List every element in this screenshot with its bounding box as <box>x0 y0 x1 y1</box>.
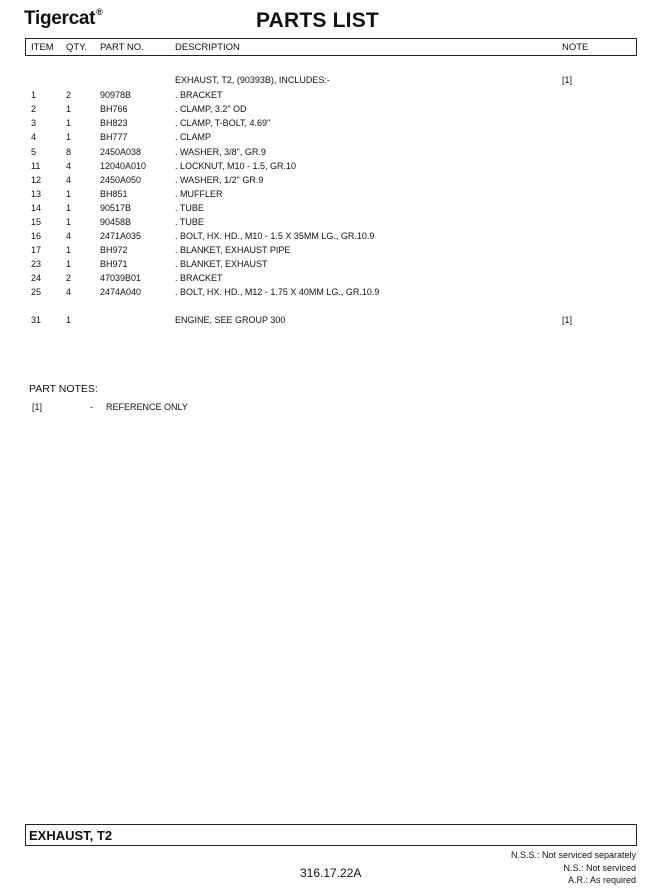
item-part-number: BH823 <box>100 118 128 128</box>
footer-title: EXHAUST, T2 <box>29 828 113 843</box>
item-qty: 1 <box>66 189 72 199</box>
item-description: . WASHER, 1/2" GR.9 <box>175 175 264 185</box>
item-description: . BRACKET <box>175 273 223 283</box>
item-qty: 4 <box>66 161 72 171</box>
item-description: . CLAMP <box>175 132 212 142</box>
item-part-number: BH972 <box>100 245 128 255</box>
item-number: 11 <box>31 161 41 171</box>
item-description: . BOLT, HX. HD., M10 - 1.5 X 35MM LG., GR.10.9 <box>175 231 375 241</box>
item-qty: 1 <box>66 203 72 213</box>
item-part-number: 2450A038 <box>100 147 142 157</box>
item-part-number: BH777 <box>100 132 128 142</box>
item-description: . MUFFLER <box>175 189 223 199</box>
item-description: . TUBE <box>175 217 204 227</box>
item-qty: 1 <box>66 118 72 128</box>
item-number: 15 <box>31 217 42 227</box>
item-description: . BLANKET, EXHAUST <box>175 259 268 269</box>
item-part-number: 2450A050 <box>100 175 142 185</box>
item-description: EXHAUST, T2, (90393B), INCLUDES:- <box>175 75 330 85</box>
item-number: 12 <box>31 175 42 185</box>
column-header-note: NOTE <box>562 42 589 53</box>
item-number: 2 <box>31 104 37 114</box>
item-number: 13 <box>31 189 42 199</box>
item-qty: 4 <box>66 231 72 241</box>
item-description: . BOLT, HX. HD., M12 - 1.75 X 40MM LG., GR.10.9 <box>175 287 380 297</box>
item-number: 31 <box>31 315 42 325</box>
item-number: 23 <box>31 259 42 269</box>
item-number: 3 <box>31 118 37 128</box>
column-header-qty: QTY. <box>66 42 87 53</box>
item-part-number: 90458B <box>100 217 132 227</box>
item-number: 4 <box>31 132 37 142</box>
part-note-dash: - <box>90 402 93 412</box>
registered-mark: ® <box>96 6 103 17</box>
item-description: . TUBE <box>175 203 204 213</box>
item-number: 16 <box>31 231 42 241</box>
item-number: 1 <box>31 90 37 100</box>
item-number: 5 <box>31 147 37 157</box>
item-qty: 1 <box>66 104 72 114</box>
abbreviation-legend <box>511 849 636 887</box>
item-description: . BLANKET, EXHAUST PIPE <box>175 245 291 255</box>
item-description: . CLAMP, T-BOLT, 4.69" <box>175 118 271 128</box>
part-notes-title: PART NOTES: <box>29 383 98 395</box>
item-qty: 1 <box>66 315 72 325</box>
item-qty: 1 <box>66 259 72 269</box>
item-description: ENGINE, SEE GROUP 300 <box>175 315 286 325</box>
column-header-part-no: PART NO. <box>100 42 144 53</box>
legend-line: N.S.: Not serviced <box>563 862 636 873</box>
item-part-number: BH766 <box>100 104 128 114</box>
item-qty: 2 <box>66 90 72 100</box>
item-qty: 1 <box>66 245 72 255</box>
footer-title-box <box>25 824 637 846</box>
item-qty: 8 <box>66 147 72 157</box>
legend-line: N.S.S.: Not serviced separately <box>510 850 636 860</box>
part-note-ref: [1] <box>32 402 43 412</box>
column-header-description: DESCRIPTION <box>175 42 240 53</box>
brand-logo <box>24 8 103 30</box>
item-number: 17 <box>31 245 42 255</box>
item-part-number: 12040A010 <box>100 161 147 171</box>
item-number: 14 <box>31 203 42 213</box>
item-qty: 1 <box>66 217 72 227</box>
item-qty: 4 <box>66 287 72 297</box>
item-description: . WASHER, 3/8", GR.9 <box>175 147 266 157</box>
item-qty: 4 <box>66 175 72 185</box>
item-number: 24 <box>31 273 42 283</box>
item-note: [1] <box>562 315 573 325</box>
item-part-number: 2474A040 <box>100 287 142 297</box>
item-description: . BRACKET <box>175 90 223 100</box>
item-part-number: 47039B01 <box>100 273 142 283</box>
item-part-number: 2471A035 <box>100 231 142 241</box>
item-qty: 2 <box>66 273 72 283</box>
page-number: 316.17.22A <box>300 866 362 880</box>
item-number: 25 <box>31 287 42 297</box>
brand-name: Tigercat <box>24 8 96 29</box>
item-description: . CLAMP, 3.2" OD <box>175 104 247 114</box>
item-note: [1] <box>562 75 573 85</box>
item-part-number: 90978B <box>100 90 132 100</box>
page-title: PARTS LIST <box>256 9 379 32</box>
item-part-number: 90517B <box>100 203 132 213</box>
column-header-item: ITEM <box>31 42 54 53</box>
item-part-number: BH971 <box>100 259 128 269</box>
legend-line: A.R.: As required <box>567 875 636 885</box>
part-note-text: REFERENCE ONLY <box>106 402 188 412</box>
item-part-number: BH851 <box>100 189 128 199</box>
item-description: . LOCKNUT, M10 - 1.5, GR.10 <box>175 161 297 171</box>
item-qty: 1 <box>66 132 72 142</box>
